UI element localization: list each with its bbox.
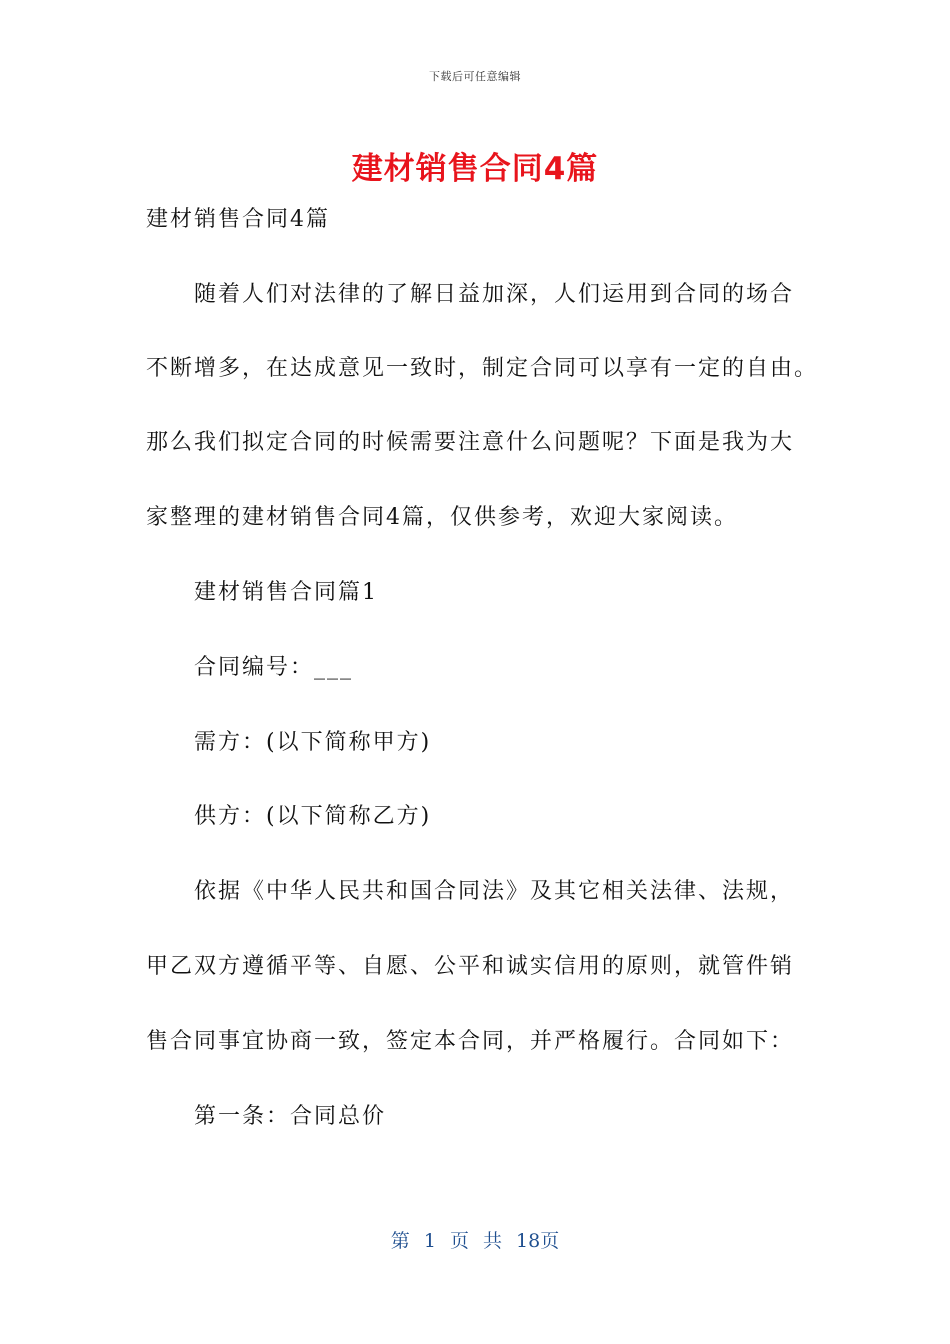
intro-paragraph-line-3: 那么我们拟定合同的时候需要注意什么问题呢？下面是我为大 bbox=[146, 430, 795, 455]
basis-paragraph-line-3: 售合同事宜协商一致，签定本合同，并严格履行。合同如下： bbox=[146, 1029, 795, 1054]
header-note: 下载后可任意编辑 bbox=[429, 70, 521, 83]
basis-paragraph-line-1: 依据《中华人民共和国合同法》及其它相关法律、法规， bbox=[194, 879, 795, 904]
article-one-heading: 第一条：合同总价 bbox=[194, 1104, 387, 1129]
intro-paragraph-line-2: 不断增多，在达成意见一致时，制定合同可以享有一定的自由。 bbox=[146, 356, 819, 381]
contract-number: 合同编号：___ bbox=[194, 655, 354, 680]
basis-paragraph-line-2: 甲乙双方遵循平等、自愿、公平和诚实信用的原则，就管件销 bbox=[146, 954, 795, 979]
buyer-line: 需方：(以下简称甲方) bbox=[194, 730, 432, 755]
intro-paragraph-line-1: 随着人们对法律的了解日益加深，人们运用到合同的场合 bbox=[194, 282, 795, 307]
page-footer: 第 1 页 共 18页 bbox=[390, 1230, 560, 1252]
subtitle-line: 建材销售合同4篇 bbox=[146, 207, 330, 232]
section-heading: 建材销售合同篇1 bbox=[194, 580, 378, 605]
document-title: 建材销售合同4篇 bbox=[351, 151, 599, 187]
intro-paragraph-line-4: 家整理的建材销售合同4篇，仅供参考，欢迎大家阅读。 bbox=[146, 505, 738, 530]
supplier-line: 供方：(以下简称乙方) bbox=[194, 804, 432, 829]
